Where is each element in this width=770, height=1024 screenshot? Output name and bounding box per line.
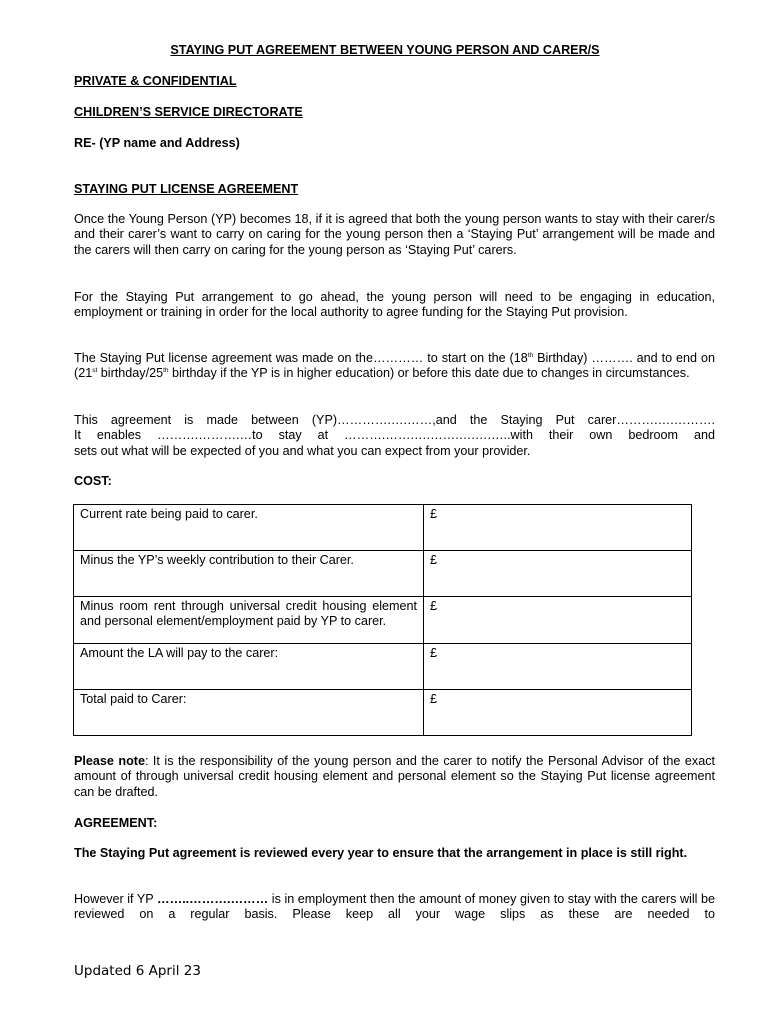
cost-label-room-rent: Minus room rent through universal credit housing element and personal element/employment paid by YP to carer. xyxy=(74,597,424,644)
employment-text-a: However if YP xyxy=(74,892,157,906)
cost-value-total[interactable]: £ xyxy=(424,690,692,736)
license-agreement-heading: STAYING PUT LICENSE AGREEMENT xyxy=(74,182,299,196)
parties-line-1: This agreement is made between (YP)………….….……,and the Staying Put carer……….….………. xyxy=(74,413,715,427)
table-row xyxy=(74,505,692,551)
parties-line-3: sets out what will be expected of you and what you can expect from your provider. xyxy=(74,443,531,458)
funding-paragraph: For the Staying Put arrangement to go ahead, the young person will need to be engaging in education, employment or training in order for the local authority to agree funding for the Staying Put provision. xyxy=(74,290,715,320)
cost-label-current-rate: Current rate being paid to carer. xyxy=(74,505,424,551)
cost-value-current-rate[interactable]: £ xyxy=(424,505,692,551)
please-note-text: : It is the responsibility of the young person and the carer to notify the Personal Advisor of the exact amount of through universal credit housing element and personal element so the Staying Put license agreement can be drafted. xyxy=(74,754,716,799)
intro-paragraph: Once the Young Person (YP) becomes 18, if it is agreed that both the young person wants to stay with their carer/s and their carer’s want to carry on caring for the young person then a ‘Staying Put’ arrangement will be made and the carers will then carry on caring for the young person as ‘Staying Put’ carers. xyxy=(74,212,715,257)
annual-review-statement: The Staying Put agreement is reviewed every year to ensure that the arrangement in place is still right. xyxy=(74,846,688,860)
private-confidential-heading: PRIVATE & CONFIDENTIAL xyxy=(74,74,237,88)
agreement-heading: AGREEMENT: xyxy=(74,816,158,830)
dates-text-c: birthday/25 xyxy=(97,366,164,381)
please-note-paragraph xyxy=(74,754,715,800)
cost-label-la-amount: Amount the LA will pay to the carer: xyxy=(74,644,424,690)
parties-paragraph xyxy=(74,413,715,459)
dates-text-d: birthday if the YP is in higher education) or before this date due to changes in circumstances. xyxy=(168,366,690,381)
table-row xyxy=(74,644,692,690)
employment-text-b: is in employment then the amount of money given to stay with the carers will be reviewed on a regular basis. Please keep all your wage slips as these are needed to xyxy=(74,892,715,922)
cost-value-la-amount[interactable]: £ xyxy=(424,644,692,690)
document-title: STAYING PUT AGREEMENT BETWEEN YOUNG PERSON AND CARER/S xyxy=(170,43,600,57)
parties-line-2: It enables ……….……….…to stay at ……….…….….…….….….…..with their own bedroom and xyxy=(74,428,715,443)
table-row xyxy=(74,597,692,644)
cost-table xyxy=(73,504,692,736)
dates-text-b: Birthday) ………. and to end on (21 xyxy=(74,351,715,381)
footer-updated-date: Updated 6 April 23 xyxy=(74,963,201,979)
re-line: RE- (YP name and Address) xyxy=(74,136,240,150)
dates-sup-1: th xyxy=(527,352,534,359)
table-row xyxy=(74,551,692,597)
employment-yp-name-blank: ……..……….……… xyxy=(157,892,269,906)
table-row xyxy=(74,690,692,736)
dates-sup-2: st xyxy=(92,367,98,375)
dates-text-a: The Staying Put license agreement was made on the………… to start on the (18 xyxy=(74,351,528,365)
employment-paragraph xyxy=(74,892,715,923)
cost-label-total: Total paid to Carer: xyxy=(74,690,424,736)
cost-value-room-rent[interactable]: £ xyxy=(424,597,692,644)
dates-paragraph xyxy=(74,351,715,382)
dates-sup-3: th xyxy=(163,367,169,375)
please-note-label: Please note xyxy=(74,754,145,768)
directorate-heading: CHILDREN’S SERVICE DIRECTORATE xyxy=(74,105,303,119)
cost-heading: COST: xyxy=(74,474,112,488)
cost-label-yp-contribution: Minus the YP’s weekly contribution to their Carer. xyxy=(74,551,424,597)
cost-value-yp-contribution[interactable]: £ xyxy=(424,551,692,597)
